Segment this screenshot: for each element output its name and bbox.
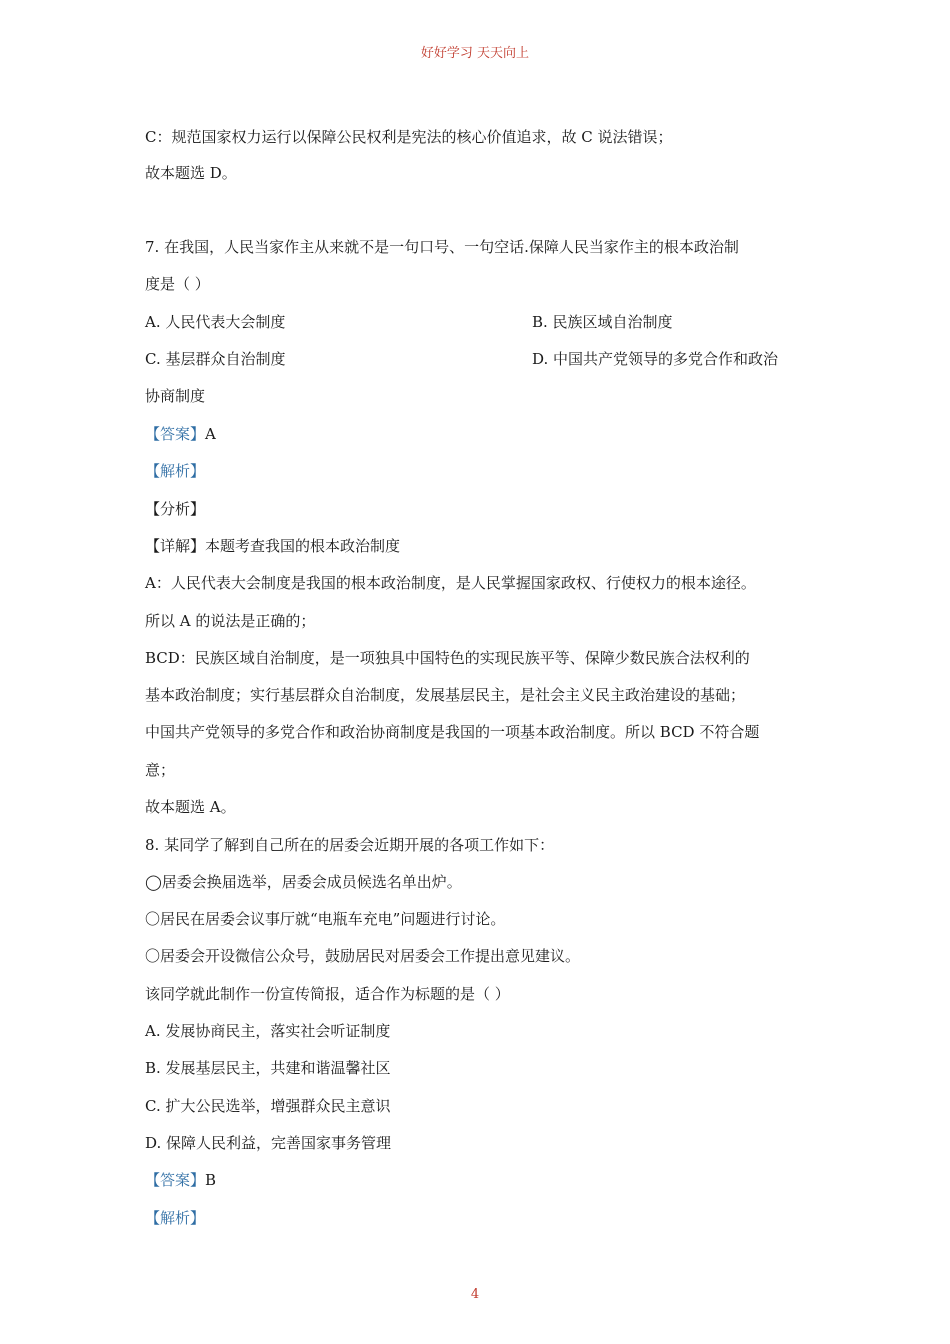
q8-option-c: C. 扩大公民选举，增强群众民主意识 bbox=[145, 1097, 391, 1115]
answer-tag: 【答案】 bbox=[145, 425, 206, 443]
page-number: 4 bbox=[470, 1287, 480, 1302]
q8-question: 该同学就此制作一份宣传简报，适合作为标题的是（ ） bbox=[145, 985, 510, 1003]
q7-conclusion: 故本题选 A。 bbox=[145, 798, 236, 816]
q7-bcd-line2: 基本政治制度；实行基层群众自治制度，发展基层民主，是社会主义民主政治建设的基础； bbox=[145, 686, 746, 704]
q8-item2: 〇居民在居委会议事厅就“电瓶车充电”问题进行讨论。 bbox=[145, 910, 506, 928]
q7-bcd-line4: 意； bbox=[145, 761, 176, 779]
answer-value: B bbox=[205, 1171, 217, 1189]
answer-tag: 【答案】 bbox=[145, 1171, 206, 1189]
q7-option-b: B. 民族区域自治制度 bbox=[532, 313, 673, 331]
answer-value: A bbox=[205, 425, 216, 443]
q8-jiexi-tag: 【解析】 bbox=[145, 1209, 206, 1227]
q7-bcd-line1: BCD：民族区域自治制度，是一项独具中国特色的实现民族平等、保障少数民族合法权利的 bbox=[145, 649, 750, 667]
q8-item3: 〇居委会开设微信公众号，鼓励居民对居委会工作提出意见建议。 bbox=[145, 947, 581, 965]
q8-item1: ◯居委会换届选举，居委会成员候选名单出炉。 bbox=[145, 873, 462, 891]
q8-option-b: B. 发展基层民主，共建和谐温馨社区 bbox=[145, 1059, 391, 1077]
q7-fenxi: 【分析】 bbox=[145, 500, 206, 518]
q7-option-d-cont: 协商制度 bbox=[145, 387, 206, 405]
q7-detail bbox=[145, 536, 400, 556]
q7-bcd-line3: 中国共产党领导的多党合作和政治协商制度是我国的一项基本政治制度。所以 BCD 不符合题 bbox=[145, 723, 760, 741]
q7-a-line2: 所以 A 的说法是正确的； bbox=[145, 612, 316, 630]
q8-option-a: A. 发展协商民主，落实社会听证制度 bbox=[145, 1022, 391, 1040]
q7-stem-line1: 7. 在我国，人民当家作主从来就不是一句口号、一句空话.保障人民当家作主的根本政治制 bbox=[145, 238, 739, 256]
q8-stem: 8. 某同学了解到自己所在的居委会近期开展的各项工作如下： bbox=[145, 836, 555, 854]
q7-option-c: C. 基层群众自治制度 bbox=[145, 350, 286, 368]
q7-stem-line2: 度是（ ） bbox=[145, 275, 210, 293]
q8-option-d: D. 保障人民利益，完善国家事务管理 bbox=[145, 1134, 392, 1152]
paragraph-c-explain: C：规范国家权力运行以保障公民权利是宪法的核心价值追求，故 C 说法错误； bbox=[145, 128, 673, 146]
paragraph-q6-conclusion: 故本题选 D。 bbox=[145, 164, 237, 182]
q7-option-d: D. 中国共产党领导的多党合作和政治 bbox=[532, 350, 779, 368]
q8-answer bbox=[145, 1170, 216, 1190]
q7-jiexi-tag: 【解析】 bbox=[145, 462, 206, 480]
q7-option-a: A. 人民代表大会制度 bbox=[145, 313, 286, 331]
page-header: 好好学习 天天向上 bbox=[420, 46, 530, 61]
detail-text: 本题考查我国的根本政治制度 bbox=[205, 537, 401, 555]
detail-tag: 【详解】 bbox=[145, 537, 206, 555]
q7-answer bbox=[145, 424, 216, 444]
q7-a-line1: A：人民代表大会制度是我国的根本政治制度，是人民掌握国家政权、行使权力的根本途径。 bbox=[145, 574, 756, 592]
